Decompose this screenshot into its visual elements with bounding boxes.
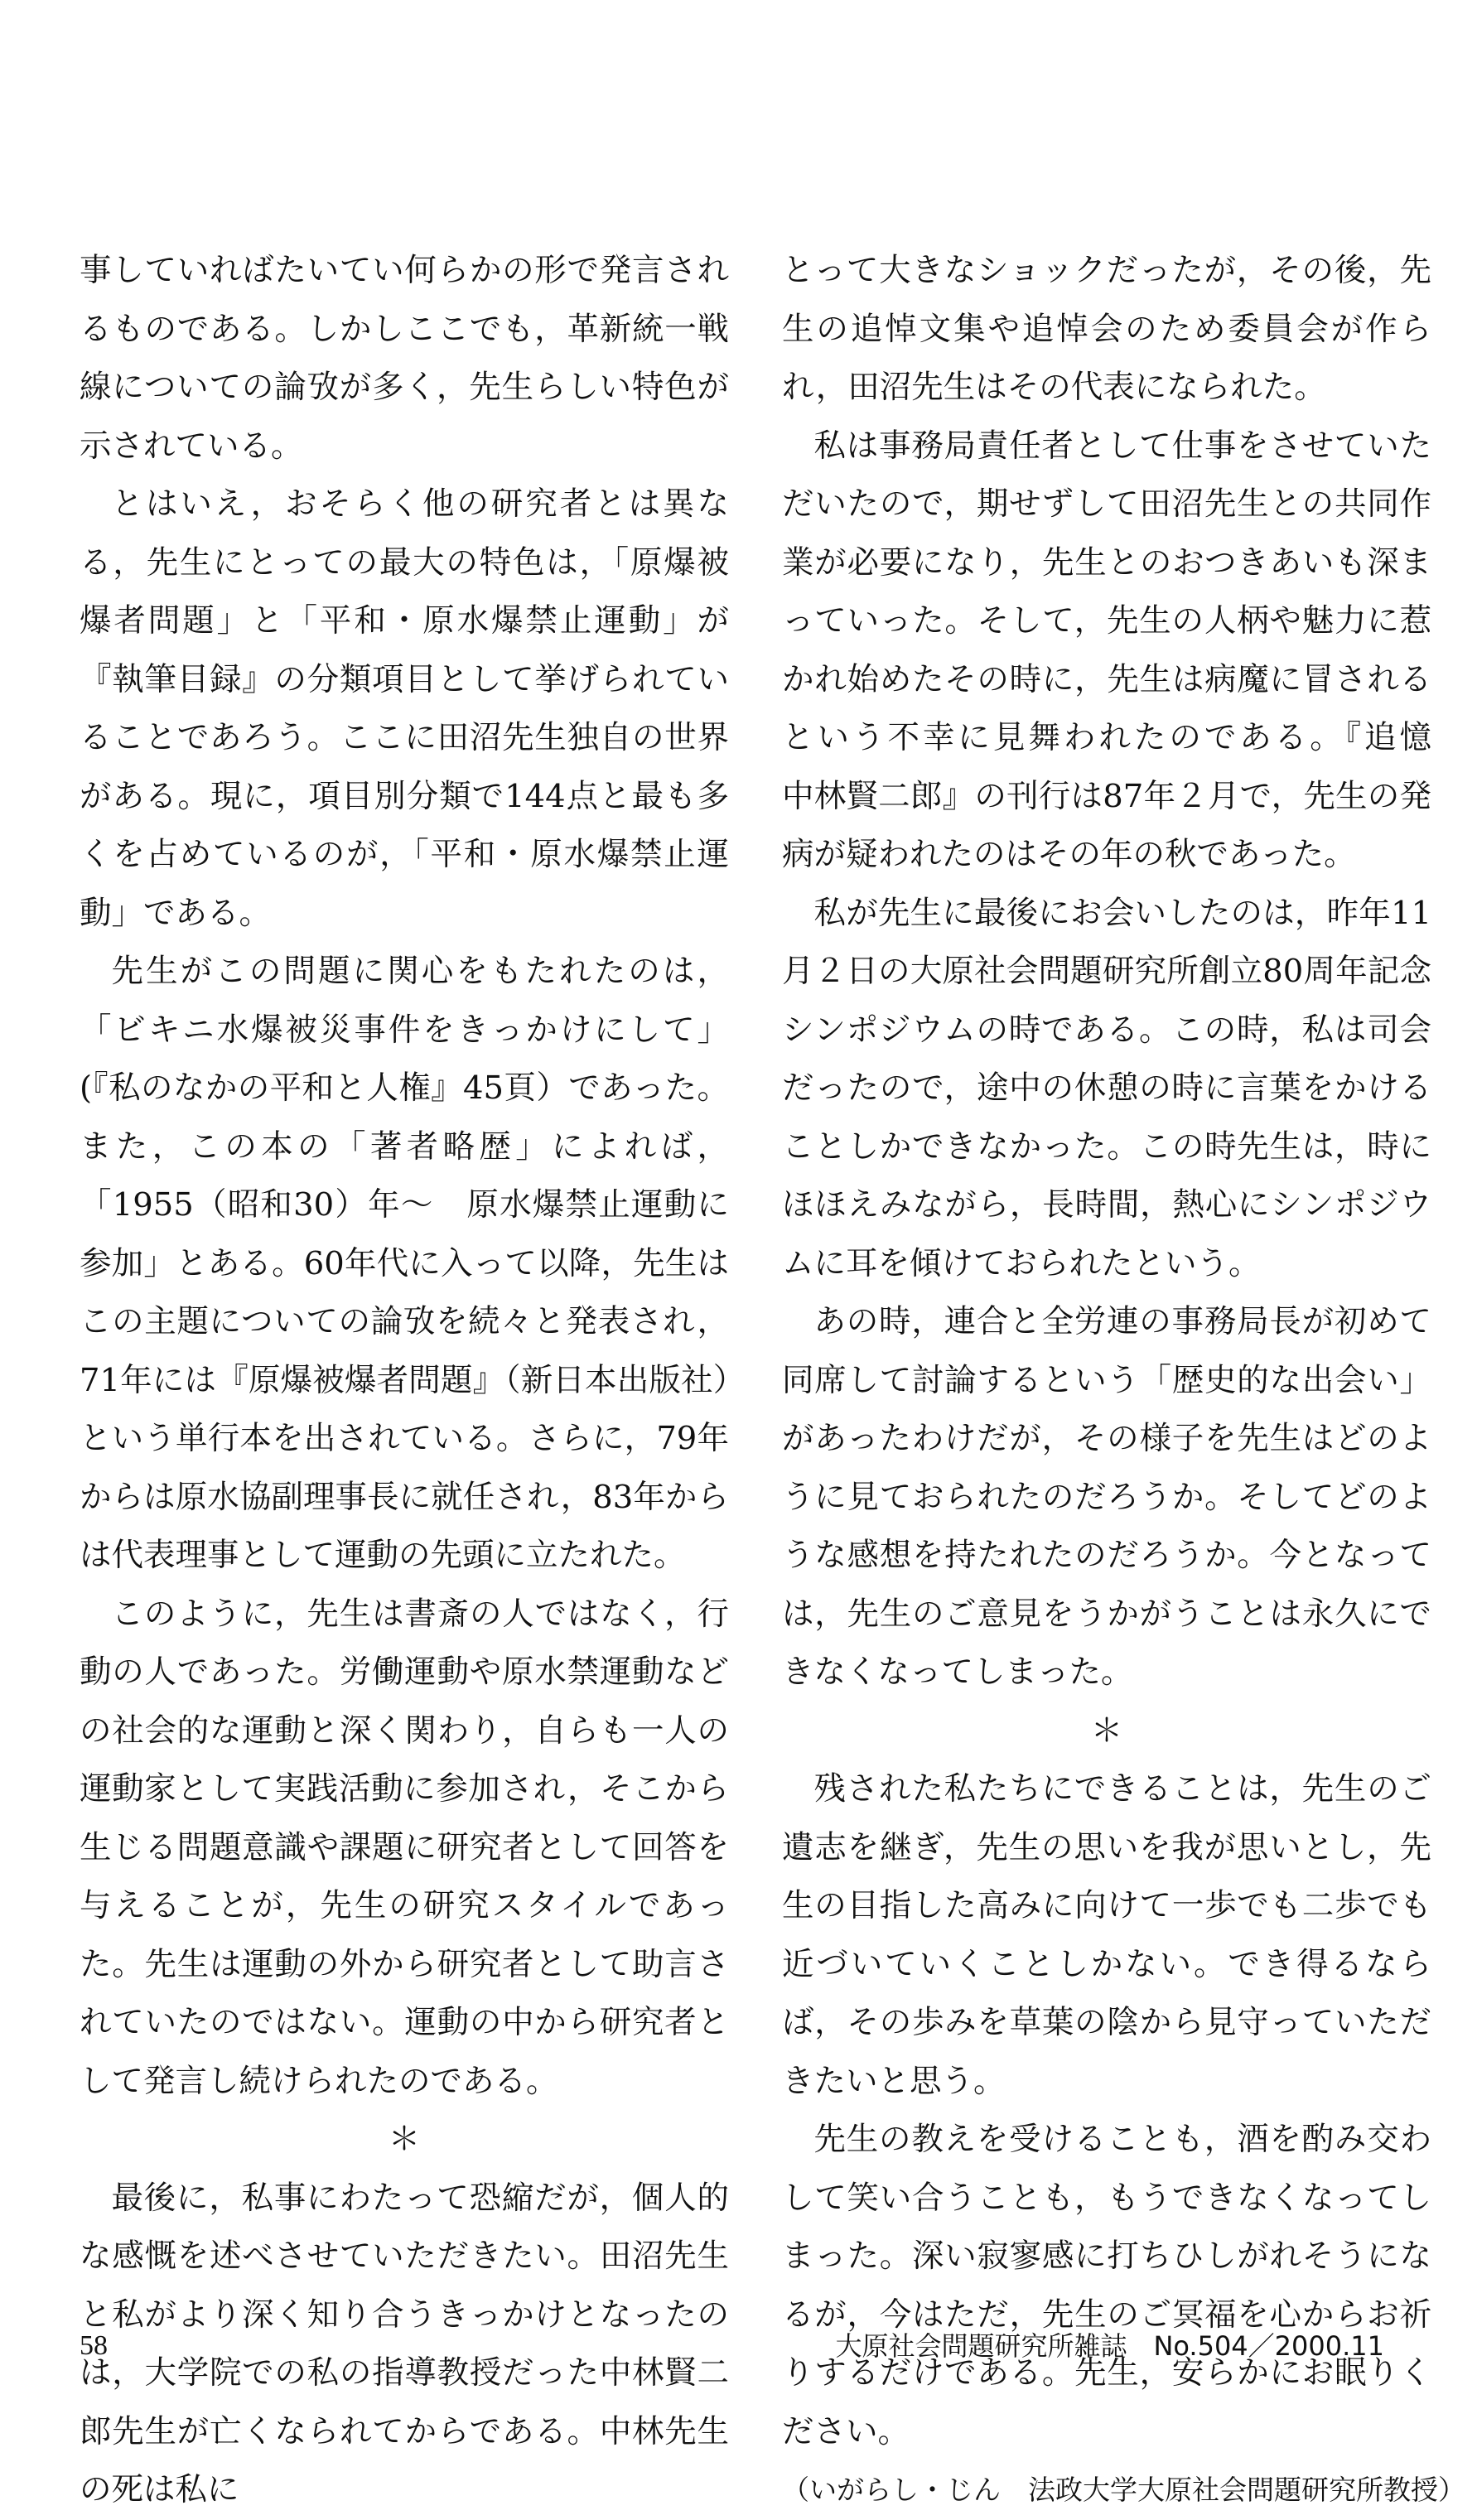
paragraph: 残された私たちにできることは，先生のご遺志を継ぎ，先生の思いを我が思いとし，先生の目指した高みに向けて一歩でも二歩でも近づいていくことしかない。でき得るならば，その歩みを草葉の陰から見守っていただきたいと思う。 [782,1770,1431,2100]
paragraph: あの時，連合と全労連の事務局長が初めて同席して討論するという「歴史的な出会い」があったわけだが，その様子を先生はどのように見ておられたのだろうか。そしてどのような感想を持たれたのだろうか。今となっては，先生のご意見をうかがうことは永久にできなくなってしまった。 [782,1303,1431,1691]
paragraph: とって大きなショックだったが，その後，先生の追悼文集や追悼会のため委員会が作られ，田沼先生はその代表になられた。 [782,252,1431,406]
paragraph: 事していればたいてい何らかの形で発言されるものである。しかしここでも，革新統一戦線についての論攷が多く，先生らしい特色が示されている。 [80,252,729,465]
journal-footer: 大原社会問題研究所雑誌 No.504／2000.11 [835,2330,1384,2362]
left-column [80,242,729,2520]
paragraph: 私が先生に最後にお会いしたのは，昨年11月２日の大原社会問題研究所創立80周年記念シンポジウムの時である。この時，私は司会だったので，途中の休憩の時に言葉をかけることしかできなかった。この時先生は，時にほほえみながら，長時間，熱心にシンポジウムに耳を傾けておられたという。 [782,894,1431,1282]
paragraph: 先生の教えを受けることも，酒を酌み交わして笑い合うことも，もうできなくなってしまった。深い寂寥感に打ちひしがれそうになるが，今はただ，先生のご冥福を心からお祈りするだけである。先生，安らかにお眠りください。 [782,2121,1431,2450]
paragraph: 先生がこの問題に関心をもたれたのは，「ビキニ水爆被災事件をきっかけにして」(『私のなかの平和と人権』45頁）であった。また，この本の「著者略歴」によれば，「1955（昭和30）年〜 原水爆禁止運動に参加」とある。60年代に入って以降，先生はこの主題についての論攷を続々と発表され，71年には『原爆被爆者問題』（新日本出版社）という単行本を出されている。さらに，79年からは原水協副理事長に就任され，83年からは代表理事として運動の先頭に立たれた。 [80,953,729,1574]
right-column [782,242,1465,2520]
paragraph: このように，先生は書斎の人ではなく，行動の人であった。労働運動や原水禁運動などの社会的な運動と深く関わり，自らも一人の運動家として実践活動に参加され，そこから生じる問題意識や課題に研究者として回答を与えることが，先生の研究スタイルであった。先生は運動の外から研究者として助言されていたのではない。運動の中から研究者として発言し続けられたのである。 [80,1595,729,2100]
paragraph: 最後に，私事にわたって恐縮だが，個人的な感慨を述べさせていただきたい。田沼先生と私がより深く知り合うきっかけとなったのは，大学院での私の指導教授だった中林賢二郎先生が亡くなられてからである。中林先生の死は私に [80,2179,729,2508]
section-divider-asterisk: ＊ [388,2121,421,2158]
author-byline: （いがらし・じん 法政大学大原社会問題研究所教授） [782,2474,1465,2506]
section-divider-asterisk: ＊ [1090,1711,1123,1750]
paragraph: 私は事務局責任者として仕事をさせていただいたので，期せずして田沼先生との共同作業が必要になり，先生とのおつきあいも深まっていった。そして，先生の人柄や魅力に惹かれ始めたその時に，先生は病魔に冒されるという不幸に見舞われたのである。『追憶 中林賢二郎』の刊行は87年２月で，先生の発病が疑われたのはその年の秋であった。 [782,427,1464,873]
paragraph: とはいえ，おそらく他の研究者とは異なる，先生にとっての最大の特色は，「原爆被爆者問題」と「平和・原水爆禁止運動」が『執筆目録』の分類項目として挙げられていることであろう。ここに田沼先生独自の世界がある。現に，項目別分類で144点と最も多くを占めているのが，「平和・原水爆禁止運動」である。 [80,485,729,932]
page-number: 58 [80,2330,108,2361]
